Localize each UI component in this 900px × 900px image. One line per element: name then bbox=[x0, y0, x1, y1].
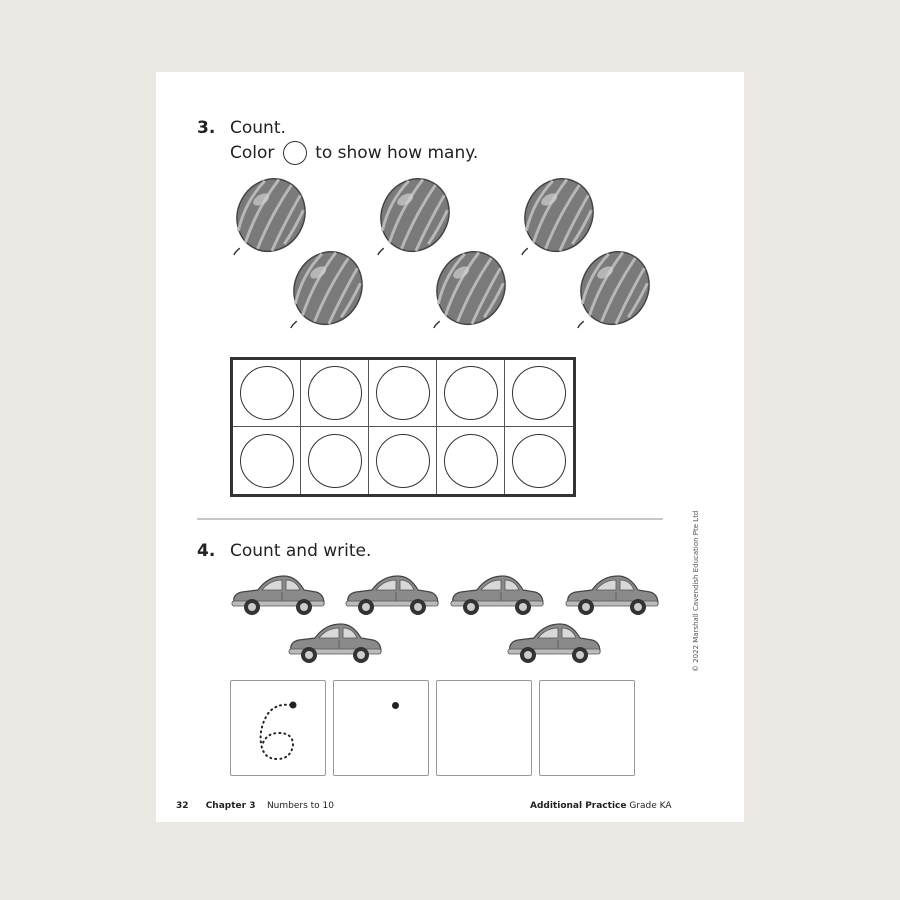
color-circle[interactable] bbox=[376, 366, 430, 420]
color-circle[interactable] bbox=[444, 434, 498, 488]
ten-frame-cell bbox=[369, 427, 437, 494]
color-circle[interactable] bbox=[376, 434, 430, 488]
question-3-instruction: to show how many. bbox=[315, 143, 479, 163]
car-icon bbox=[449, 572, 545, 618]
ten-frame-cell bbox=[505, 427, 573, 494]
start-dot bbox=[392, 702, 399, 709]
tracing-digit-six bbox=[231, 681, 327, 777]
color-circle[interactable] bbox=[444, 366, 498, 420]
answer-box[interactable] bbox=[333, 680, 429, 776]
ten-frame-cell bbox=[437, 360, 505, 427]
book-title: Additional Practice bbox=[530, 801, 627, 811]
copyright-notice: © 2022 Marshall Cavendish Education Pte Ltd bbox=[692, 510, 700, 672]
car-icon bbox=[344, 572, 440, 618]
color-circle[interactable] bbox=[240, 366, 294, 420]
question-3-color-word: Color bbox=[230, 143, 275, 163]
ten-frame-cell bbox=[437, 427, 505, 494]
worksheet-page bbox=[156, 72, 744, 822]
section-divider bbox=[197, 518, 663, 520]
footer-left bbox=[176, 801, 334, 811]
color-circle[interactable] bbox=[308, 434, 362, 488]
color-circle[interactable] bbox=[308, 366, 362, 420]
watermelon-icon bbox=[376, 178, 454, 258]
footer-right bbox=[530, 801, 672, 811]
answer-box[interactable] bbox=[539, 680, 635, 776]
question-3-line1: Count. bbox=[230, 118, 286, 138]
car-icon bbox=[506, 620, 602, 666]
answer-box[interactable] bbox=[436, 680, 532, 776]
ten-frame-cell bbox=[369, 360, 437, 427]
chapter-title: Numbers to 10 bbox=[266, 801, 334, 811]
ten-frame-cell bbox=[505, 360, 573, 427]
question-3-number: 3. bbox=[197, 118, 216, 138]
circle-icon bbox=[283, 141, 307, 165]
watermelon-icon bbox=[576, 251, 654, 331]
color-circle[interactable] bbox=[512, 434, 566, 488]
chapter-label: Chapter 3 bbox=[205, 801, 256, 811]
book-grade: Grade KA bbox=[629, 801, 672, 811]
watermelon-icon bbox=[289, 251, 367, 331]
ten-frame-cell bbox=[233, 360, 301, 427]
car-icon bbox=[564, 572, 660, 618]
ten-frame-cell bbox=[233, 427, 301, 494]
watermelon-icon bbox=[520, 178, 598, 258]
question-4-text: Count and write. bbox=[230, 541, 372, 561]
color-circle[interactable] bbox=[240, 434, 294, 488]
car-icon bbox=[230, 572, 326, 618]
question-3-line2 bbox=[230, 141, 478, 165]
ten-frame bbox=[230, 357, 576, 497]
watermelon-icon bbox=[232, 178, 310, 258]
color-circle[interactable] bbox=[512, 366, 566, 420]
ten-frame-cell bbox=[301, 360, 369, 427]
answer-box-traced[interactable] bbox=[230, 680, 326, 776]
page-number: 32 bbox=[176, 801, 189, 811]
question-4-number: 4. bbox=[197, 541, 216, 561]
ten-frame-cell bbox=[301, 427, 369, 494]
watermelon-icon bbox=[432, 251, 510, 331]
car-icon bbox=[287, 620, 383, 666]
